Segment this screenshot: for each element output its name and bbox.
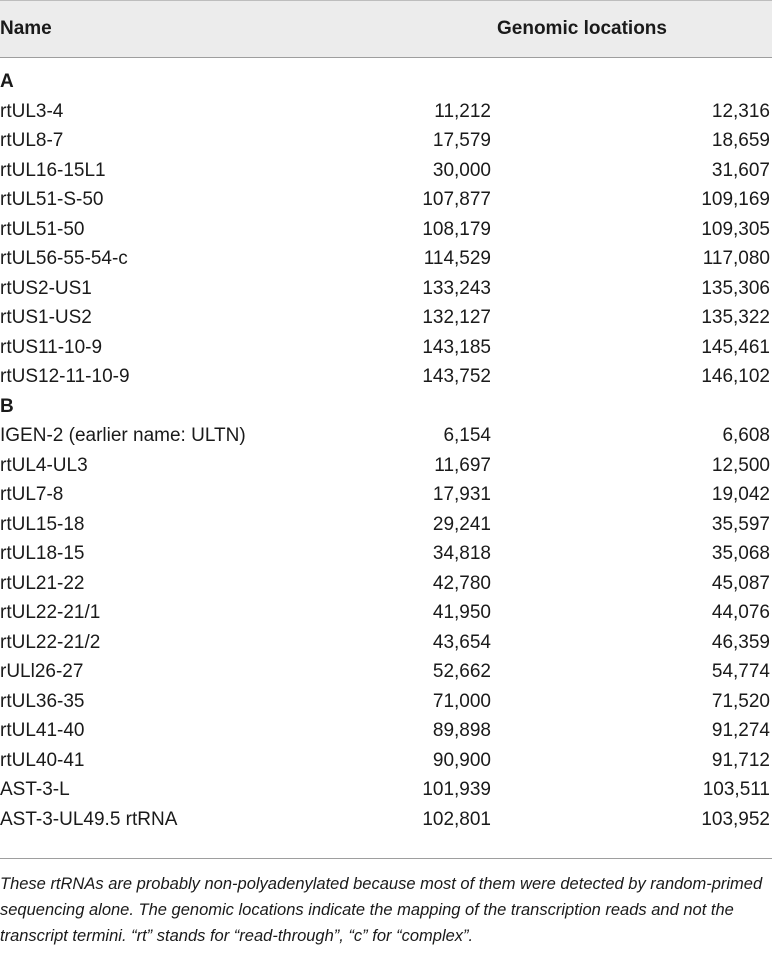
table-row — [0, 746, 772, 776]
cell-end-location: 103,952 — [701, 808, 770, 830]
table-row — [0, 421, 772, 451]
cell-name: AST-3-L — [0, 779, 70, 800]
cell-name: rULl26-27 — [0, 661, 84, 682]
table-row — [0, 451, 772, 481]
cell-end-location: 135,306 — [701, 277, 770, 299]
cell-name: rtUL36-35 — [0, 690, 85, 712]
cell-start-location: 11,697 — [434, 454, 491, 476]
table-row — [0, 569, 772, 599]
cell-start-location: 102,801 — [422, 808, 491, 830]
section-row — [0, 392, 772, 422]
cell-start-location: 34,818 — [432, 543, 491, 564]
cell-start-location: 17,931 — [432, 484, 491, 505]
table-header — [0, 0, 772, 58]
cell-start-location: 30,000 — [432, 159, 491, 181]
table-row — [0, 687, 772, 717]
cell-end-location: 91,712 — [711, 749, 770, 771]
cell-end-location: 6,608 — [722, 425, 770, 446]
cell-start-location: 11,212 — [434, 100, 491, 122]
cell-end-location: 71,520 — [711, 690, 770, 712]
cell-name: rtUS11-10-9 — [0, 336, 103, 358]
table-row — [0, 126, 772, 156]
table-row — [0, 215, 772, 245]
table-body — [0, 67, 772, 834]
cell-end-location: 19,042 — [711, 484, 770, 505]
table-row — [0, 333, 772, 363]
column-header-name: Name — [0, 18, 52, 39]
cell-start-location: 143,752 — [422, 366, 491, 387]
cell-start-location: 42,780 — [432, 572, 491, 594]
table-footnote: These rtRNAs are probably non-polyadenylated because most of them were detected by random-primed sequencing alone. The genomic locations indicate the mapping of the transcription reads and not the transcript termini. “rt” stands for “read-through”, “c” for “complex”. — [0, 858, 772, 949]
section-row — [0, 67, 772, 97]
cell-name: rtUS2-US1 — [0, 277, 92, 299]
cell-start-location: 89,898 — [432, 720, 491, 741]
cell-name: rtUS1-US2 — [0, 307, 92, 328]
cell-start-location: 41,950 — [432, 602, 491, 623]
section-label: A — [0, 71, 14, 92]
cell-start-location: 108,179 — [422, 218, 491, 240]
table-row — [0, 716, 772, 746]
cell-name: rtUL41-40 — [0, 720, 85, 741]
table-row — [0, 156, 772, 186]
cell-name: rtUL22-21/1 — [0, 602, 101, 623]
cell-end-location: 109,305 — [701, 218, 770, 240]
cell-end-location: 135,322 — [701, 307, 770, 328]
cell-end-location: 12,316 — [711, 100, 770, 122]
cell-end-location: 12,500 — [711, 454, 770, 476]
cell-name: rtUL56-55-54-c — [0, 248, 128, 269]
cell-start-location: 6,154 — [443, 425, 491, 446]
table-row — [0, 775, 772, 805]
table-row — [0, 657, 772, 687]
cell-name: rtUL51-50 — [0, 218, 85, 240]
cell-name: AST-3-UL49.5 rtRNA — [0, 808, 178, 830]
cell-name: rtUL3-4 — [0, 100, 64, 122]
cell-start-location: 52,662 — [432, 661, 491, 682]
cell-end-location: 145,461 — [701, 336, 770, 358]
cell-end-location: 91,274 — [711, 720, 770, 741]
cell-start-location: 17,579 — [432, 130, 491, 151]
cell-name: rtUL40-41 — [0, 749, 85, 771]
cell-start-location: 29,241 — [432, 513, 491, 535]
cell-name: rtUL15-18 — [0, 513, 85, 535]
cell-start-location: 107,877 — [422, 189, 491, 210]
cell-end-location: 103,511 — [702, 779, 770, 800]
table-row — [0, 805, 772, 835]
table-row — [0, 480, 772, 510]
cell-start-location: 133,243 — [422, 277, 491, 299]
table-row — [0, 274, 772, 304]
cell-start-location: 43,654 — [432, 631, 491, 653]
cell-name: rtUL22-21/2 — [0, 631, 101, 653]
cell-end-location: 46,359 — [711, 631, 770, 653]
table-row — [0, 244, 772, 274]
table-row — [0, 598, 772, 628]
cell-end-location: 31,607 — [711, 159, 770, 181]
table-row — [0, 185, 772, 215]
column-header-genomic-locations: Genomic locations — [497, 18, 667, 39]
cell-end-location: 45,087 — [711, 572, 770, 594]
cell-name: IGEN-2 (earlier name: ULTN) — [0, 425, 246, 446]
cell-end-location: 146,102 — [701, 366, 770, 387]
cell-start-location: 114,529 — [423, 248, 491, 269]
cell-name: rtUL51-S-50 — [0, 189, 104, 210]
cell-start-location: 101,939 — [422, 779, 491, 800]
cell-end-location: 117,080 — [702, 248, 770, 269]
table-row — [0, 628, 772, 658]
cell-end-location: 109,169 — [701, 189, 770, 210]
cell-start-location: 143,185 — [422, 336, 491, 358]
cell-start-location: 132,127 — [422, 307, 491, 328]
cell-end-location: 35,068 — [711, 543, 770, 564]
cell-end-location: 54,774 — [711, 661, 770, 682]
cell-name: rtUS12-11-10-9 — [0, 366, 130, 387]
cell-end-location: 35,597 — [711, 513, 770, 535]
cell-end-location: 44,076 — [711, 602, 770, 623]
cell-name: rtUL4-UL3 — [0, 454, 88, 476]
cell-name: rtUL8-7 — [0, 130, 64, 151]
cell-name: rtUL18-15 — [0, 543, 85, 564]
cell-start-location: 71,000 — [432, 690, 491, 712]
cell-name: rtUL7-8 — [0, 484, 64, 505]
table-row — [0, 362, 772, 392]
section-label: B — [0, 395, 14, 417]
table-row — [0, 539, 772, 569]
cell-start-location: 90,900 — [432, 749, 491, 771]
table-row — [0, 97, 772, 127]
cell-end-location: 18,659 — [711, 130, 770, 151]
table-row — [0, 303, 772, 333]
cell-name: rtUL16-15L1 — [0, 159, 106, 181]
cell-name: rtUL21-22 — [0, 572, 85, 594]
table-row — [0, 510, 772, 540]
